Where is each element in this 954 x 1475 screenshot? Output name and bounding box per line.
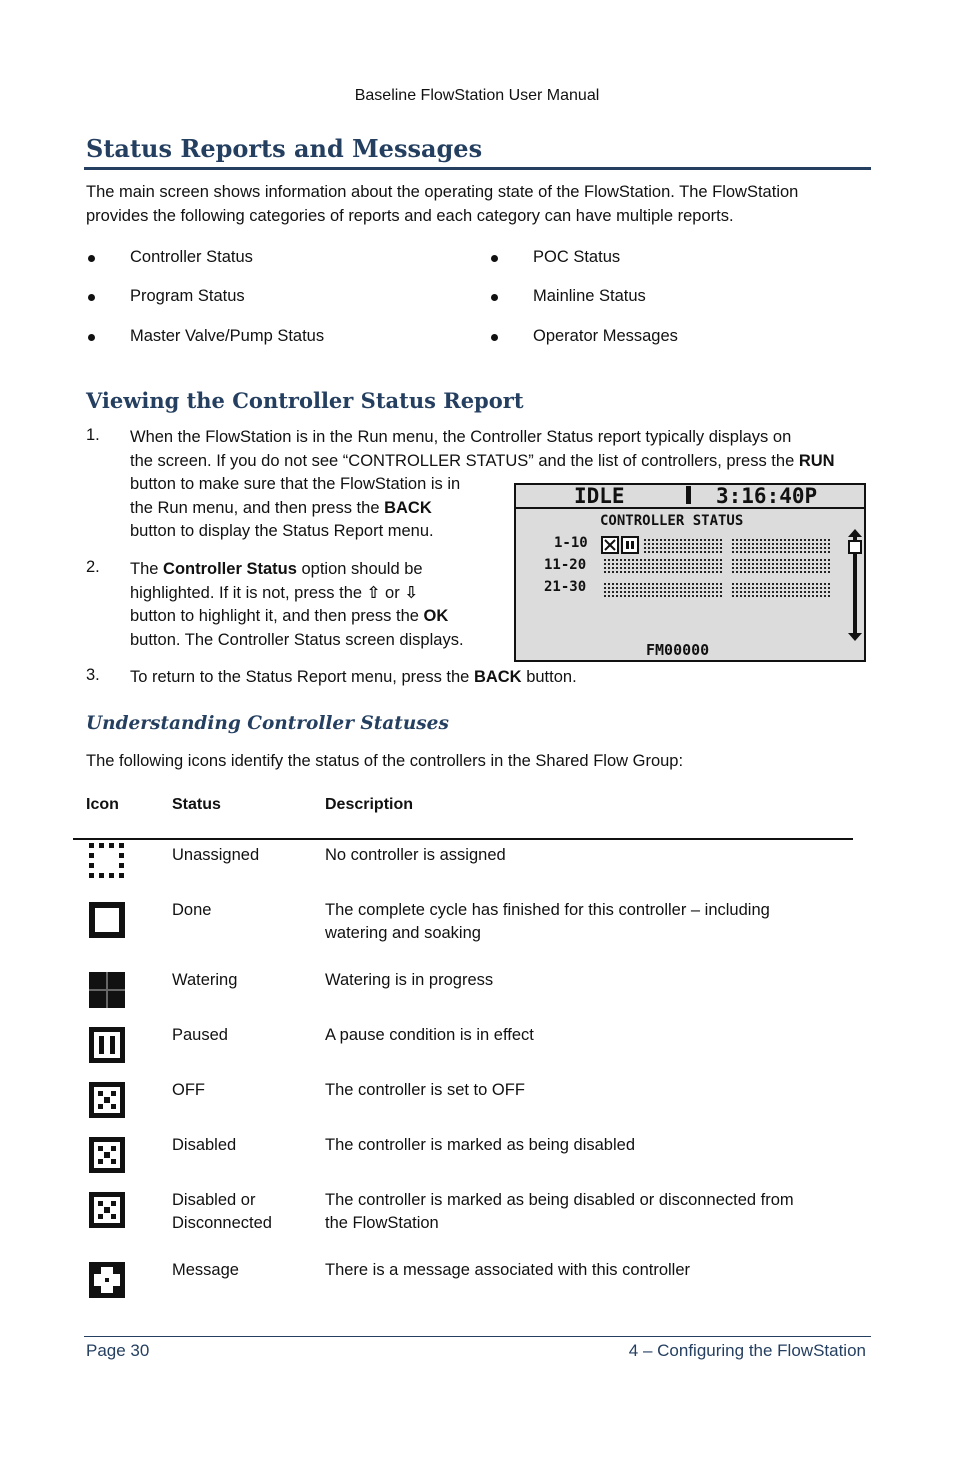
lcd-divider: [686, 486, 691, 504]
unassigned-icon: [88, 842, 126, 880]
step-2-text: The Controller Status option should be highlighted. If it is not, press the ⇧ or ⇩ button to highlight it, and then press the OK button. The Controller Status screen displays.: [130, 560, 464, 649]
lcd-time: 3:16:40P: [716, 484, 818, 508]
step-3-text: To return to the Status Report menu, press the BACK button.: [130, 668, 577, 686]
list-item: Master Valve/Pump Status: [130, 327, 325, 345]
watering-icon: [88, 971, 126, 1009]
subsection-title: Viewing the Controller Status Report: [86, 388, 524, 413]
up-arrow-icon: ⇧: [366, 583, 381, 602]
column-header-icon: Icon: [86, 796, 119, 813]
list-item: Operator Messages: [533, 327, 678, 345]
table-header-rule: [73, 838, 853, 840]
paused-icon: [88, 1026, 126, 1064]
disabled-icon: [88, 1136, 126, 1174]
footer-rule: [84, 1336, 871, 1337]
list-item: POC Status: [533, 248, 621, 266]
status-description: Watering is in progress: [325, 971, 494, 989]
bullet-dot: [88, 294, 95, 301]
page-number: Page 30: [86, 1341, 150, 1360]
bullet-dot: [88, 255, 95, 262]
status-label: OFF: [172, 1081, 205, 1099]
step-number: 1.: [86, 426, 100, 444]
chapter-title: 4 – Configuring the FlowStation: [628, 1341, 866, 1360]
lcd-row-label: 21-30: [544, 579, 587, 595]
bullet-dot: [88, 334, 95, 341]
status-description: A pause condition is in effect: [325, 1026, 534, 1044]
lcd-paused-icon: [622, 537, 638, 553]
list-item: Program Status: [130, 287, 245, 305]
done-icon: [88, 901, 126, 939]
column-header-description: Description: [325, 796, 414, 813]
lcd-row-label: 1-10: [554, 535, 588, 551]
lcd-footer: FM00000: [646, 641, 710, 659]
status-description: The controller is set to OFF: [325, 1081, 525, 1099]
lcd-status-grid: [600, 535, 830, 601]
status-description: The complete cycle has finished for this controller – including watering and soaking: [325, 901, 770, 942]
status-description: No controller is assigned: [325, 846, 506, 864]
status-label: Done: [172, 901, 212, 919]
off-icon: [88, 1081, 126, 1119]
status-label: Disabled or Disconnected: [172, 1191, 272, 1232]
step-number: 2.: [86, 558, 100, 576]
disconnected-icon: [88, 1191, 126, 1229]
bullet-dot: [491, 334, 498, 341]
section-title-rule: [84, 167, 871, 170]
bullet-dot: [491, 255, 498, 262]
message-icon: [88, 1261, 126, 1299]
list-item: Mainline Status: [533, 287, 646, 305]
status-label: Watering: [172, 971, 238, 989]
status-description: There is a message associated with this controller: [325, 1261, 690, 1279]
step-1-text: When the FlowStation is in the Run menu, the Controller Status report typically displays on the screen. If you do not see “CONTROLLER STATUS” and the list of controllers, press the RUN button to make sure that the FlowStation is in the Run menu, and then press the BACK button to display the Status Report menu.: [130, 428, 835, 540]
status-description: The controller is marked as being disabled: [325, 1136, 635, 1154]
section-title: Status Reports and Messages: [86, 134, 483, 163]
column-header-status: Status: [172, 796, 221, 813]
status-description: The controller is marked as being disabled or disconnected from the FlowStation: [325, 1191, 794, 1232]
bullet-dot: [491, 294, 498, 301]
lcd-row-label: 11-20: [544, 557, 587, 573]
status-label: Message: [172, 1261, 239, 1279]
status-label: Paused: [172, 1026, 228, 1044]
list-item: Controller Status: [130, 248, 253, 266]
running-header: Baseline FlowStation User Manual: [354, 87, 600, 104]
understanding-intro: The following icons identify the status of the controllers in the Shared Flow Group:: [86, 752, 684, 770]
lcd-mode: IDLE: [574, 484, 625, 508]
lcd-heading: CONTROLLER STATUS: [600, 513, 744, 529]
subsubsection-title: Understanding Controller Statuses: [86, 713, 449, 734]
down-arrow-icon: ⇩: [404, 583, 419, 602]
status-label: Disabled: [172, 1136, 237, 1154]
status-label: Unassigned: [172, 846, 260, 864]
controller-status-lcd: [514, 483, 866, 662]
lcd-scrollbar: [848, 529, 862, 641]
step-number: 3.: [86, 666, 100, 684]
section-intro: The main screen shows information about the operating state of the FlowStation. The FlowStation provides the following categories of reports and each category can have multiple reports.: [86, 183, 799, 225]
